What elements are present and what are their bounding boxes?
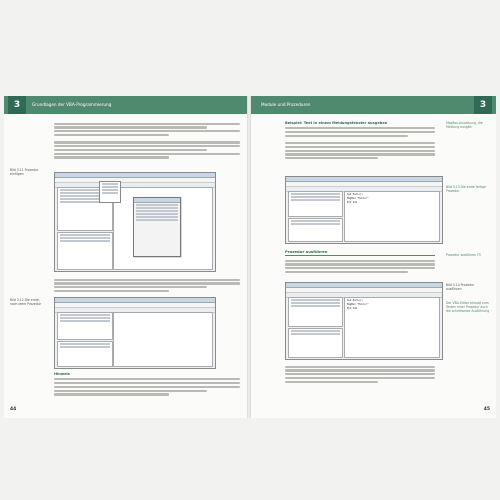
left-page-number: 44 [10, 407, 17, 412]
screenshot-run-procedure [285, 282, 443, 360]
right-header-bar [251, 96, 496, 114]
screenshot-finished-procedure [285, 176, 443, 244]
right-page [251, 96, 496, 418]
section-rule [285, 255, 435, 256]
right-page-number: 45 [483, 407, 490, 412]
right-run-text [285, 258, 435, 275]
left-middle-text [54, 277, 240, 294]
code-line-2-run: MsgBox "Hallo!" [347, 303, 369, 306]
left-intro-text [54, 121, 240, 160]
code-line-2: MsgBox "Hallo!" [347, 197, 369, 200]
left-figure-2-caption: Bild 3.12 Die erste, noch leere Prozedur [10, 298, 41, 306]
right-side-note-3: Der VBA-Editor erlaubt zum Testen einer Prozedur auch die schrittweise Ausführung [446, 301, 490, 313]
left-page [4, 96, 247, 418]
right-figure-2-caption: Bild 3.14 Prozedur ausführen [446, 283, 475, 291]
right-header-title: Module und Prozeduren [261, 102, 311, 107]
left-figure-1-caption: Bild 3.11 Prozedur einfügen [10, 168, 39, 176]
code-line-3: End Sub [347, 201, 358, 204]
chapter-number-box: 3 [474, 96, 492, 114]
right-side-note-2: Prozedur ausführen F5 [446, 253, 481, 257]
section-heading-run-procedure: Prozedur ausführen [285, 249, 328, 254]
code-line-1: Sub Hallo() [347, 193, 363, 196]
code-line-3-run: End Sub [347, 307, 358, 310]
example-heading: Beispiel: Text in einem Meldungsfenster ausgeben [285, 121, 388, 125]
screenshot-insert-procedure [54, 172, 216, 272]
right-example-block [285, 121, 435, 161]
screenshot-empty-procedure [54, 297, 216, 369]
left-header-bar [4, 96, 247, 114]
left-header-title: Grundlagen der VBA-Programmierung [32, 102, 112, 107]
code-line-1-run: Sub Hallo() [347, 299, 363, 302]
chapter-number-box: 3 [8, 96, 26, 114]
left-hint-text: Hinweis [54, 372, 240, 397]
right-side-note-1: MsgBox-Anweisung, die Meldung ausgibt [446, 121, 483, 129]
right-bottom-text [285, 364, 435, 385]
right-figure-1-caption: Bild 3.13 Die erste fertige Prozedur [446, 185, 486, 193]
